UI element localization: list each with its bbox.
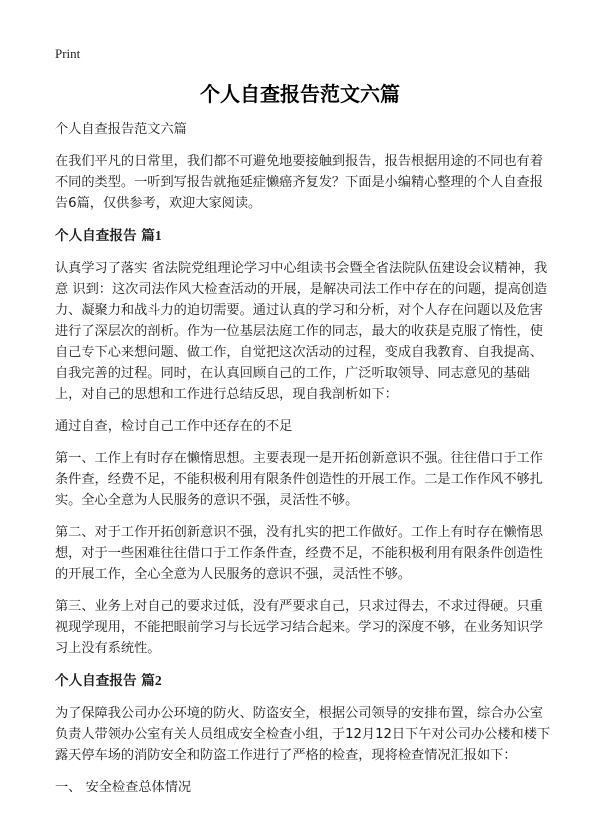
paragraph: 认真学习了落实 省法院党组理论学习中心组读书会暨全省法院队伍建设会议精神，我意 识到：这次司法作风大检查活动的开展，是解决司法工作中存在的问题，提高创造力、凝聚力和战斗力的迫切需要。通过认真的学习和分析，对个人存在问题以及危害进行了深层次的剖析。作为一位基层法庭工作的同志，最大的收获是克服了惰性，使自己专下心来想问题、做工作，自觉把这次活动的过程，变成自我教育、自我提高、自我完善的过程。同时，在认真回顾自己的工作，广泛听取领导、同志意见的基础上，对自己的思想和工作进行总结反思，现自我剖析如下： — [55, 261, 548, 402]
document-subtitle: 个人自查报告范文六篇 — [55, 122, 187, 137]
section-heading: 个人自查报告 篇1 — [55, 228, 162, 244]
print-link[interactable]: Print — [55, 46, 81, 61]
document-title: 个人自查报告范文六篇 — [200, 82, 400, 106]
section-heading: 个人自查报告 篇2 — [55, 673, 162, 689]
paragraph: 一、 安全检查总体情况 — [55, 780, 192, 795]
paragraph: 为了保障我公司办公环境的防火、防盗安全，根据公司领导的安排布置，综合办公室负责人带领办公室有关人员组成安全检查小组，于12月12日下午对公司办公楼和楼下露天停车场的消防安全和防盗工作进行了严格的检查，现将检查情况汇报如下： — [55, 706, 551, 763]
paragraph: 通过自查，检讨自己工作中还存在的不足 — [55, 419, 293, 434]
document-body — [55, 119, 552, 809]
paragraph: 第二、对于工作开拓创新意识不强，没有扎实的把工作做好。工作上有时存在懒惰思想，对于一些困难往往借口于工作条件查，经费不足，不能积极利用有限条件创造性的开展工作，全心全意为人民服务的意识不强，灵活性不够。 — [55, 525, 543, 582]
paragraph: 第一、工作上有时存在懒惰思想。主要表现一是开拓创新意识不强。往往借口于工作条件查，经费不足，不能积极利用有限条件创造性的开展工作。二是工作作风不够扎实。全心全意为人民服务的意识不强，灵活性不够。 — [55, 451, 543, 508]
paragraph: 第三、业务上对自己的要求过低，没有严要求自己，只求过得去，不求过得硬。只重视现学现用，不能把眼前学习与长远学习结合起来。学习的深度不够，在业务知识学习上没有系统性。 — [55, 599, 543, 656]
intro-paragraph: 在我们平凡的日常里，我们都不可避免地要接触到报告，报告根据用途的不同也有着不同的类型。一听到写报告就拖延症懒癌齐复发？下面是小编精心整理的个人自查报告6篇，仅供参考，欢迎大家阅读。 — [55, 154, 543, 211]
